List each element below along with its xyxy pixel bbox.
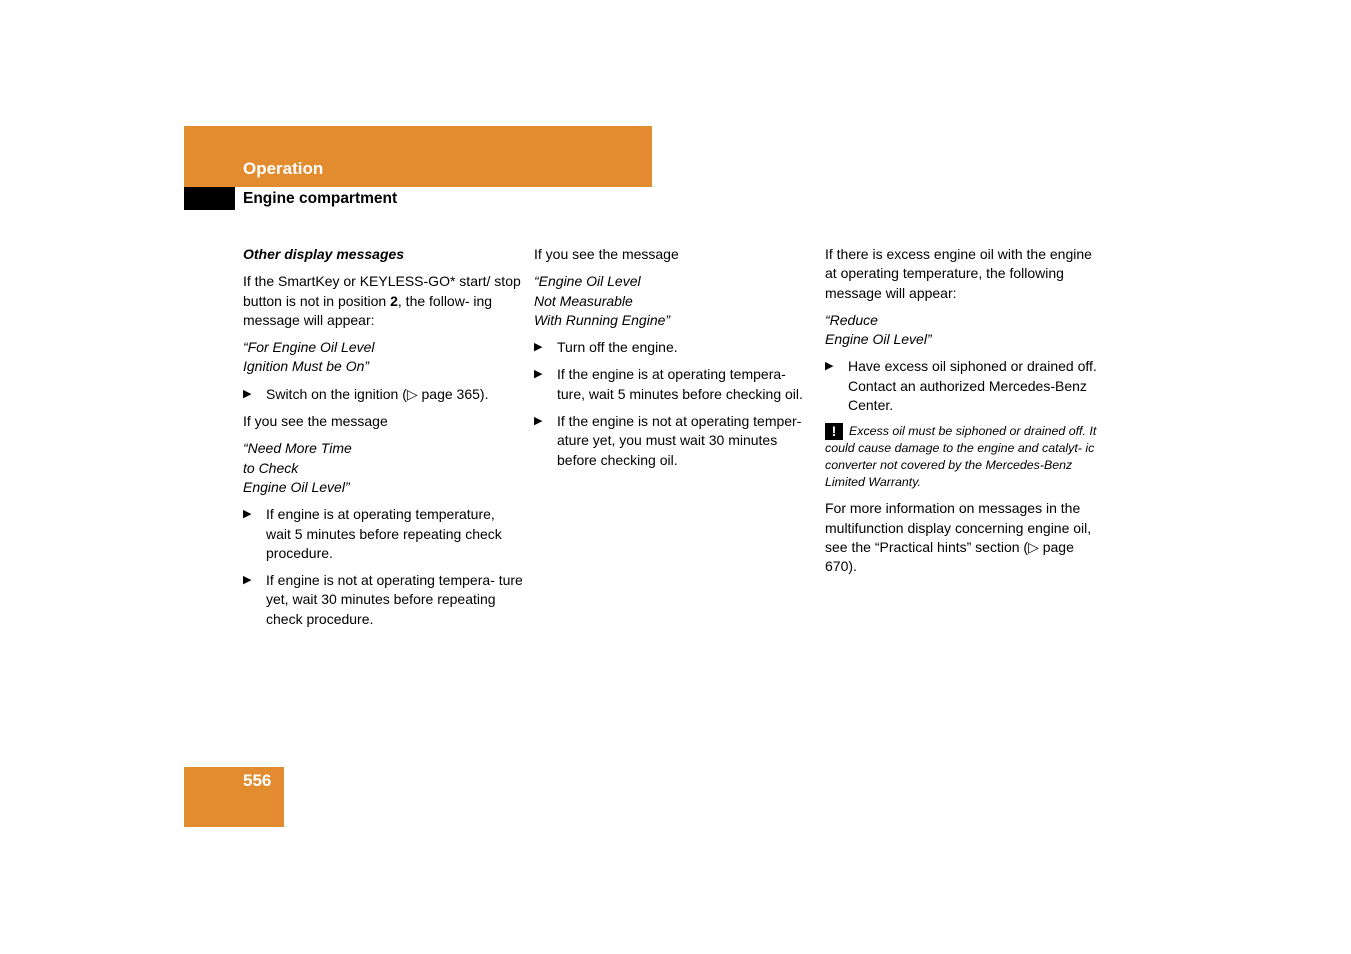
display-message	[534, 272, 814, 330]
intro-paragraph	[243, 272, 523, 330]
triangle-bullet-icon: ▶	[243, 574, 252, 587]
instruction-item	[243, 571, 523, 629]
instruction-item	[243, 385, 523, 404]
message-line: to Check	[243, 459, 299, 476]
exclamation-icon: !	[825, 423, 843, 440]
instruction-item	[825, 357, 1105, 415]
instruction-item	[534, 412, 814, 470]
message-line: “For Engine Oil Level	[243, 339, 375, 356]
intro-position: 2	[390, 292, 398, 309]
paragraph: For more information on messages in the multifunction display concerning engine oil, see the “Practical hints” section (▷ page 670).	[825, 500, 1092, 575]
triangle-bullet-icon: ▶	[243, 508, 252, 521]
paragraph: If you see the message	[243, 413, 388, 430]
instruction-text: If engine is not at operating tempera- ture yet, wait 30 minutes before repeating check procedure.	[266, 572, 523, 627]
display-message	[243, 439, 523, 497]
column-2	[534, 245, 814, 478]
intro-text-a: If the SmartKey or KEYLESS-GO* start/ stop button is not in position	[243, 273, 521, 309]
triangle-bullet-icon: ▶	[534, 415, 543, 428]
message-line: With Running Engine”	[534, 311, 671, 328]
section-title: Operation	[243, 159, 324, 178]
instruction-text: If the engine is not at operating temper- ature yet, you must wait 30 minutes before checking oil.	[557, 413, 802, 468]
message-line: “Reduce	[825, 311, 878, 328]
instruction-text: Have excess oil siphoned or drained off. Contact an authorized Mercedes-Benz Center.	[848, 358, 1097, 414]
instruction-item	[534, 338, 814, 357]
page-number: 556	[243, 771, 272, 790]
message-line: Engine Oil Level”	[243, 478, 350, 495]
message-line: Not Measurable	[534, 292, 633, 309]
triangle-bullet-icon: ▶	[243, 387, 252, 400]
instruction-item	[243, 505, 523, 563]
message-line: “Need More Time	[243, 440, 352, 457]
subsection-title: Engine compartment	[243, 190, 398, 207]
column-3	[825, 245, 1105, 585]
column-heading: Other display messages	[243, 246, 405, 262]
paragraph: If you see the message	[534, 246, 679, 262]
display-message	[825, 311, 1105, 350]
instruction-item	[534, 365, 814, 404]
intro-text-b: , the follow- ing message will appear:	[243, 292, 493, 328]
section-tab-marker	[184, 187, 235, 210]
instruction-text: If engine is at operating temperature, wait 5 minutes before repeating check procedure.	[266, 506, 502, 561]
triangle-bullet-icon: ▶	[825, 360, 834, 373]
instruction-text: If the engine is at operating tempera- ture, wait 5 minutes before checking oil.	[557, 366, 803, 402]
triangle-bullet-icon: ▶	[534, 341, 543, 354]
instruction-text: Switch on the ignition (▷ page 365).	[266, 385, 489, 402]
display-message	[243, 338, 523, 377]
message-line: Engine Oil Level”	[825, 331, 932, 348]
message-line: “Engine Oil Level	[534, 273, 641, 290]
instruction-text: Turn off the engine.	[557, 339, 678, 356]
triangle-bullet-icon: ▶	[534, 368, 543, 381]
message-line: Ignition Must be On”	[243, 358, 370, 375]
paragraph: If there is excess engine oil with the engine at operating temperature, the following message will appear:	[825, 246, 1092, 301]
column-1	[243, 245, 523, 637]
warning-text: Excess oil must be siphoned or drained off. It could cause damage to the engine and catalyt- ic converter not covered by the Mercedes-Benz Limited Warranty.	[825, 424, 1097, 490]
warning-note	[825, 423, 1105, 491]
